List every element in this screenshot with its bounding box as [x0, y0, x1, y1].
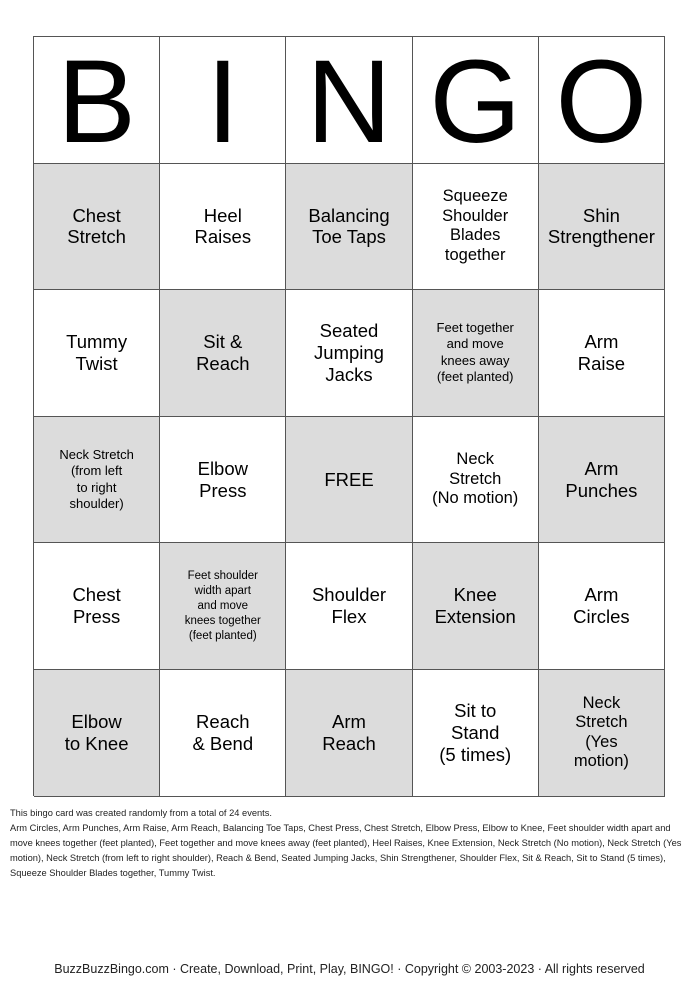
bingo-cell [34, 290, 160, 417]
bingo-cell [539, 543, 665, 670]
cell-text: Feet together and move knees away (feet planted) [436, 319, 514, 385]
header-letter: O [555, 37, 648, 164]
cell-text: Arm Circles [573, 584, 630, 628]
header-letter: G [429, 37, 522, 164]
cell-text: Neck Stretch (from left to right shoulder) [59, 446, 134, 512]
cell-text: Arm Raise [577, 331, 626, 374]
bingo-cell [539, 290, 665, 417]
bingo-cell [413, 417, 539, 544]
bingo-cell [160, 290, 286, 417]
bingo-cell [286, 290, 412, 417]
bingo-cell [34, 670, 160, 797]
cell-text: Sit & Reach [196, 331, 250, 374]
page-footer: BuzzBuzzBingo.com · Create, Download, Print, Play, BINGO! · Copyright © 2003-2023 · All rights reserved [54, 962, 645, 976]
free-space-text: FREE [324, 468, 374, 490]
free-space-cell [286, 417, 412, 544]
cell-text: Heel Raises [194, 204, 252, 248]
card-row-3 [34, 417, 665, 544]
cell-text: Tummy Twist [66, 331, 128, 374]
cell-text: Elbow to Knee [64, 710, 129, 754]
bingo-cell [539, 670, 665, 797]
info-event-list: Arm Circles, Arm Punches, Arm Raise, Arm Reach, Balancing Toe Taps, Chest Press, Chest Stretch, Elbow Press, Elbow to Knee, Feet shoulder width apart and move knees together (feet planted), Feet together and move knees away (feet planted), Heel Raises, Knee Extension, Neck Stretch (No motion), Neck Stretch (Yes motion), Neck Stretch (from left to right shoulder), Reach & Bend, Seated Jumping Jacks, Shin Strengthener, Shoulder Flex, Sit & Reach, Sit to Stand (5 times), Squeeze Shoulder Blades together, Tummy Twist. [10, 823, 682, 878]
cell-text: Arm Punches [565, 457, 638, 501]
card-info [10, 806, 690, 881]
header-cell-o [539, 37, 665, 164]
card-row-1 [34, 164, 665, 291]
bingo-cell [34, 417, 160, 544]
cell-text: Reach & Bend [192, 710, 254, 754]
cell-text: Chest Press [72, 584, 121, 628]
bingo-cell [286, 670, 412, 797]
bingo-cell [413, 543, 539, 670]
cell-text: Knee Extension [434, 584, 516, 628]
card-row-2 [34, 290, 665, 417]
header-letter: B [57, 37, 136, 164]
cell-text: Squeeze Shoulder Blades together [442, 187, 509, 264]
bingo-cell [160, 164, 286, 291]
header-row [34, 37, 665, 164]
cell-text: Chest Stretch [67, 204, 126, 248]
card-row-5 [34, 670, 665, 797]
header-letter: I [206, 37, 240, 164]
header-letter: N [306, 37, 392, 164]
info-summary: This bingo card was created randomly from a total of 24 events. [10, 808, 272, 818]
header-cell-b [34, 37, 160, 164]
bingo-cell [160, 417, 286, 544]
bingo-cell [539, 417, 665, 544]
header-cell-g [413, 37, 539, 164]
cell-text: Elbow Press [197, 457, 248, 501]
cell-text: Arm Reach [322, 710, 376, 754]
cell-text: Neck Stretch (No motion) [432, 450, 519, 508]
header-cell-n [286, 37, 412, 164]
cell-text: Sit to Stand (5 times) [439, 700, 512, 765]
bingo-cell [286, 543, 412, 670]
cell-text: Neck Stretch (Yes motion) [573, 693, 629, 771]
bingo-cell [160, 543, 286, 670]
bingo-cell [286, 164, 412, 291]
bingo-cell [34, 164, 160, 291]
card-row-4 [34, 543, 665, 670]
bingo-cell [539, 164, 665, 291]
cell-text: Seated Jumping Jacks [314, 320, 384, 385]
header-cell-i [160, 37, 286, 164]
bingo-card [33, 36, 665, 796]
bingo-cell [34, 543, 160, 670]
cell-text: Balancing Toe Taps [308, 204, 390, 248]
bingo-cell [413, 670, 539, 797]
cell-text: Shoulder Flex [311, 584, 387, 628]
cell-text: Shin Strengthener [547, 204, 655, 248]
cell-text: Feet shoulder width apart and move knees together (feet planted) [184, 569, 261, 642]
bingo-cell [413, 164, 539, 291]
bingo-cell [413, 290, 539, 417]
bingo-cell [160, 670, 286, 797]
